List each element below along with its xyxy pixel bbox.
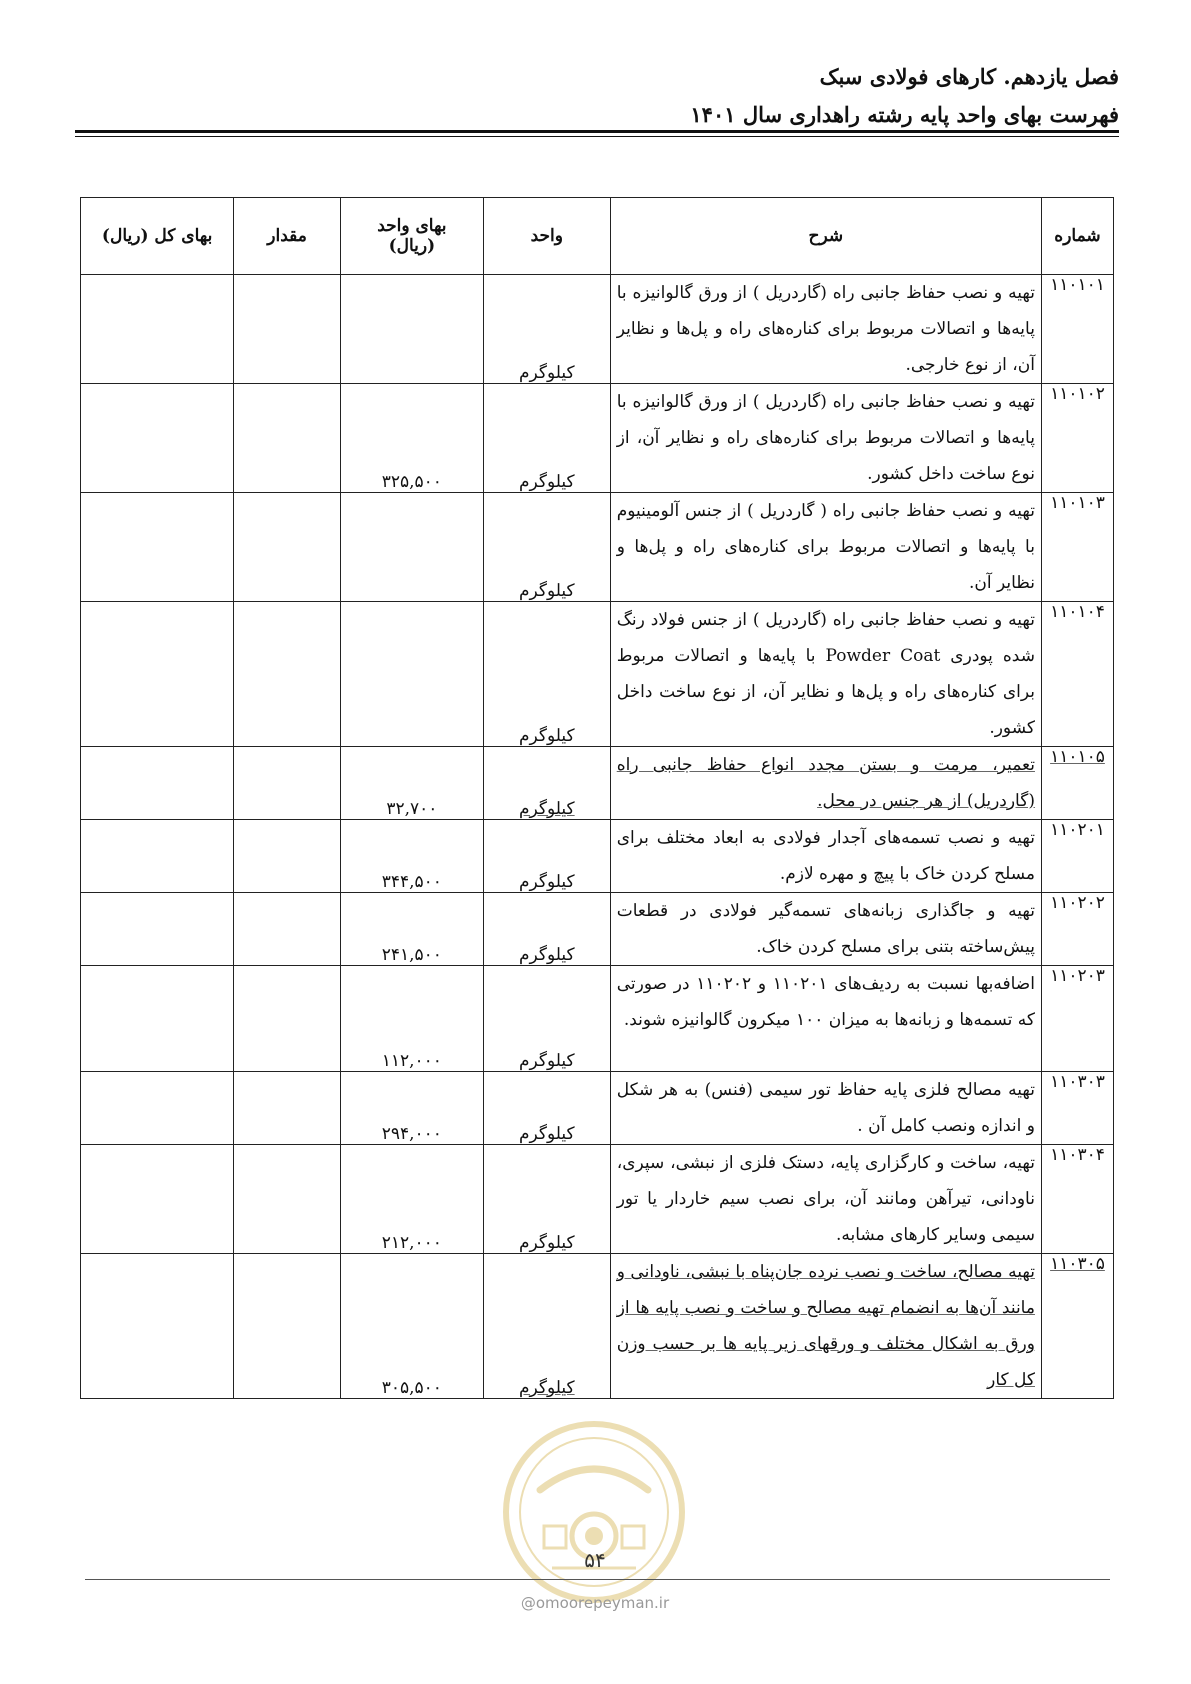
row-number: ۱۱۰۲۰۱ — [1041, 820, 1113, 893]
row-quantity — [234, 384, 341, 493]
row-total-price — [81, 602, 234, 747]
table-row — [81, 893, 1114, 966]
row-unit-price — [340, 275, 483, 384]
column-description: شرح — [610, 198, 1041, 275]
table-row — [81, 820, 1114, 893]
row-unit: کیلوگرم — [483, 1145, 610, 1254]
row-description: تهیه، ساخت و کارگزاری پایه، دستک فلزی از نبشی، سپری، ناودانی، تیرآهن ومانند آن، برای نصب سیم خاردار یا تور سیمی وسایر کارهای مشابه. — [610, 1145, 1041, 1254]
row-unit: کیلوگرم — [483, 893, 610, 966]
row-unit-price: ۲۹۴,۰۰۰ — [340, 1072, 483, 1145]
table-body — [81, 275, 1114, 1399]
row-number: ۱۱۰۲۰۳ — [1041, 966, 1113, 1072]
table-row — [81, 1145, 1114, 1254]
row-unit: کیلوگرم — [483, 493, 610, 602]
row-unit: کیلوگرم — [483, 275, 610, 384]
row-number: ۱۱۰۱۰۴ — [1041, 602, 1113, 747]
row-unit: کیلوگرم — [483, 747, 610, 820]
column-quantity: مقدار — [234, 198, 341, 275]
row-number: ۱۱۰۳۰۴ — [1041, 1145, 1113, 1254]
row-quantity — [234, 893, 341, 966]
row-unit-price — [340, 602, 483, 747]
row-total-price — [81, 1145, 234, 1254]
row-unit: کیلوگرم — [483, 384, 610, 493]
table-row — [81, 1072, 1114, 1145]
row-number: ۱۱۰۱۰۵ — [1041, 747, 1113, 820]
column-total-price: بهای کل (ریال) — [81, 198, 234, 275]
row-unit: کیلوگرم — [483, 602, 610, 747]
row-total-price — [81, 1254, 234, 1399]
row-unit-price: ۱۱۲,۰۰۰ — [340, 966, 483, 1072]
row-unit-price: ۲۱۲,۰۰۰ — [340, 1145, 483, 1254]
row-number: ۱۱۰۱۰۳ — [1041, 493, 1113, 602]
row-number: ۱۱۰۱۰۲ — [1041, 384, 1113, 493]
row-total-price — [81, 384, 234, 493]
row-total-price — [81, 493, 234, 602]
column-number: شماره — [1041, 198, 1113, 275]
row-unit: کیلوگرم — [483, 966, 610, 1072]
row-total-price — [81, 1072, 234, 1145]
page-number: ۵۴ — [584, 1548, 606, 1572]
row-description: تهیه مصالح فلزی پایه حفاظ تور سیمی (فنس) به هر شکل و اندازه ونصب کامل آن . — [610, 1072, 1041, 1145]
chapter-title: فصل یازدهم. کارهای فولادی سبک — [819, 64, 1119, 89]
row-quantity — [234, 966, 341, 1072]
row-quantity — [234, 1254, 341, 1399]
website-watermark: @omoorepeyman.ir — [520, 1594, 670, 1612]
row-total-price — [81, 893, 234, 966]
table-row — [81, 1254, 1114, 1399]
row-total-price — [81, 966, 234, 1072]
table-row — [81, 275, 1114, 384]
row-quantity — [234, 602, 341, 747]
row-description: تهیه و نصب حفاظ جانبی راه ( گاردریل ) از جنس آلومینیوم با پایه‌ها و اتصالات مربوط برای کناره‌های راه و پل‌ها و نظایر آن. — [610, 493, 1041, 602]
row-number: ۱۱۰۲۰۲ — [1041, 893, 1113, 966]
column-unit-price-currency: (ریال) — [388, 236, 436, 256]
table-header-row — [81, 198, 1114, 275]
row-number: ۱۱۰۱۰۱ — [1041, 275, 1113, 384]
row-quantity — [234, 1072, 341, 1145]
row-description: تهیه و نصب حفاظ جانبی راه (گاردریل ) از ورق گالوانیزه با پایه‌ها و اتصالات مربوط برای کناره‌های راه و نظایر آن، از نوع ساخت داخل کشور. — [610, 384, 1041, 493]
row-description: تهیه و نصب حفاظ جانبی راه (گاردریل ) از جنس فولاد رنگ شده پودری Powder Coat با پایه‌ها و اتصالات مربوط برای کناره‌های راه و پل‌ها و نظایر آن، از نوع ساخت داخل کشور. — [610, 602, 1041, 747]
header-divider — [75, 130, 1119, 137]
row-total-price — [81, 275, 234, 384]
row-total-price — [81, 820, 234, 893]
row-quantity — [234, 1145, 341, 1254]
row-total-price — [81, 747, 234, 820]
row-unit-price: ۲۴۱,۵۰۰ — [340, 893, 483, 966]
row-unit: کیلوگرم — [483, 1254, 610, 1399]
footer-divider — [85, 1579, 1110, 1580]
table-row — [81, 602, 1114, 747]
row-quantity — [234, 275, 341, 384]
row-description: تهیه و نصب حفاظ جانبی راه (گاردریل ) از ورق گالوانیزه با پایه‌ها و اتصالات مربوط برای کناره‌های راه و پل‌ها و نظایر آن، از نوع خارجی. — [610, 275, 1041, 384]
page-header — [75, 58, 1119, 134]
table-row — [81, 747, 1114, 820]
row-quantity — [234, 820, 341, 893]
price-list-title: فهرست بهای واحد پایه رشته راهداری سال ۱۴۰۱ — [690, 102, 1119, 127]
table-row — [81, 384, 1114, 493]
price-table — [80, 197, 1114, 1399]
column-unit-price — [340, 198, 483, 275]
row-description: اضافه‌بها نسبت به ردیف‌های ۱۱۰۲۰۱ و ۱۱۰۲۰۲ در صورتی که تسمه‌ها و زبانه‌ها به میزان ۱۰۰ میکرون گالوانیزه شوند. — [610, 966, 1041, 1072]
column-unit: واحد — [483, 198, 610, 275]
row-description: تعمیر، مرمت و بستن مجدد انواع حفاظ جانبی راه (گاردریل) از هر جنس در محل. — [610, 747, 1041, 820]
row-unit-price: ۳۴۴,۵۰۰ — [340, 820, 483, 893]
row-quantity — [234, 493, 341, 602]
row-unit-price: ۳۲۵,۵۰۰ — [340, 384, 483, 493]
column-unit-price-label: بهای واحد — [377, 216, 447, 236]
row-unit-price: ۳۲,۷۰۰ — [340, 747, 483, 820]
row-quantity — [234, 747, 341, 820]
row-number: ۱۱۰۳۰۵ — [1041, 1254, 1113, 1399]
row-description: تهیه و نصب تسمه‌های آجدار فولادی به ابعاد مختلف برای مسلح کردن خاک با پیچ و مهره لازم. — [610, 820, 1041, 893]
row-number: ۱۱۰۳۰۳ — [1041, 1072, 1113, 1145]
row-unit-price — [340, 493, 483, 602]
row-unit: کیلوگرم — [483, 820, 610, 893]
row-description: تهیه مصالح، ساخت و نصب نرده جان‌پناه با نبشی، ناودانی و مانند آن‌ها به انضمام تهیه مصالح و ساخت و نصب پایه ها از ورق به اشکال مختلف و ورقهای زیر پایه ها بر حسب وزن کل کار — [610, 1254, 1041, 1399]
row-unit-price: ۳۰۵,۵۰۰ — [340, 1254, 483, 1399]
table-row — [81, 966, 1114, 1072]
table-row — [81, 493, 1114, 602]
watermark-logo-icon — [500, 1418, 688, 1606]
row-unit: کیلوگرم — [483, 1072, 610, 1145]
row-description: تهیه و جاگذاری زبانه‌های تسمه‌گیر فولادی در قطعات پیش‌ساخته بتنی برای مسلح کردن خاک. — [610, 893, 1041, 966]
